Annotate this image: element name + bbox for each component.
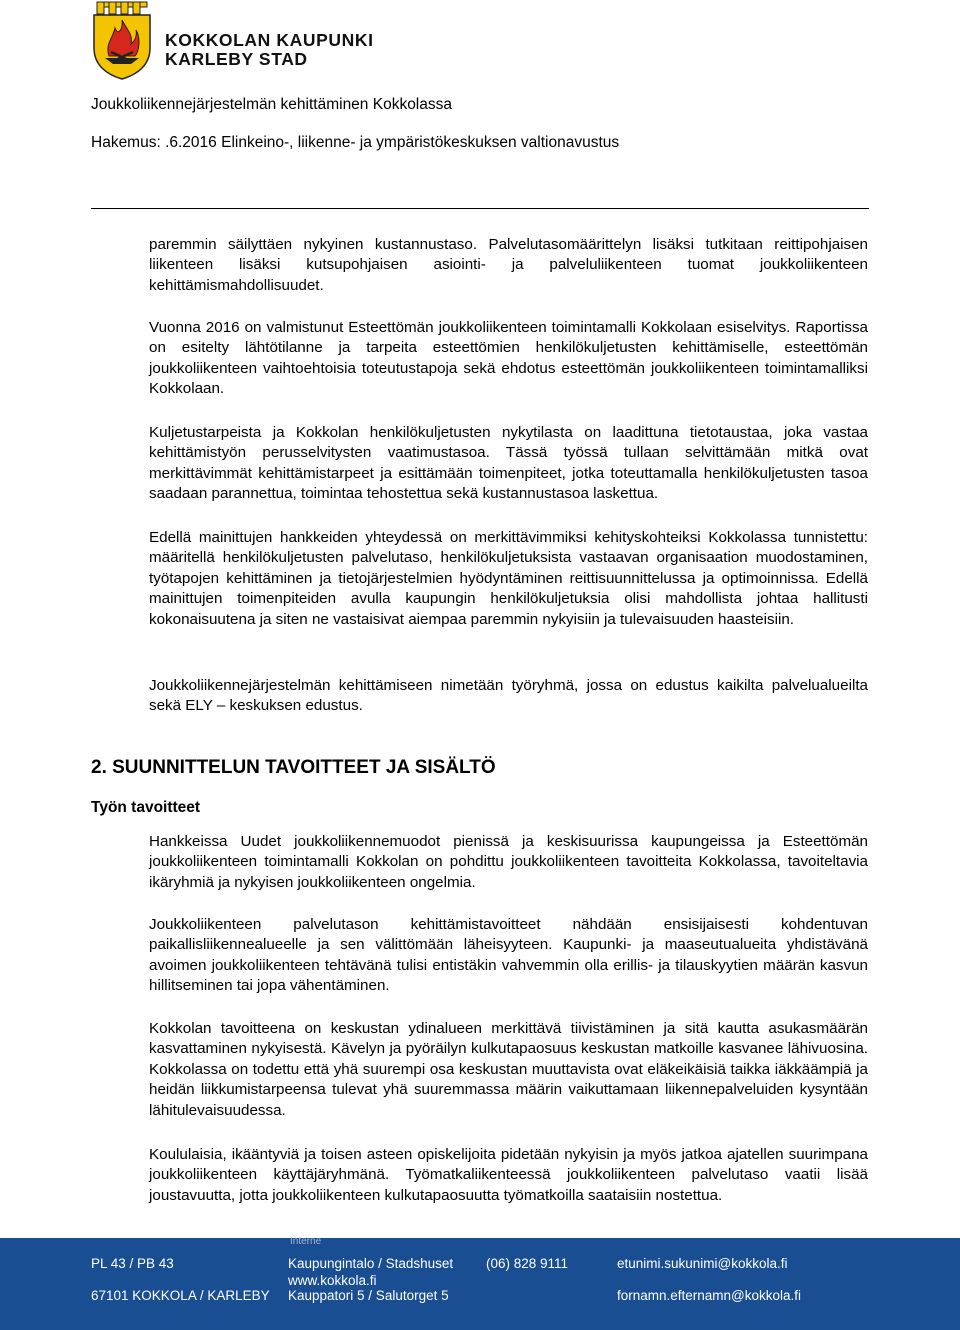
section-paragraph-1: Hankkeissa Uudet joukkoliikennemuodot pienissä ja keskisuurissa kaupungeissa ja Esteettömän joukkoliikenteen toimintamalli Kokkolan on pohdittu joukkoliikenteen tavoitteita Kokkolassa, tavoiteltavia ikäryhmiä ja nykyisen joukkoliikenteen ongelmia. <box>149 833 868 891</box>
page-footer <box>0 1238 960 1330</box>
footer-email-2[interactable]: fornamn.efternamn@kokkola.fi <box>617 1288 802 1303</box>
paragraph-2: Vuonna 2016 on valmistunut Esteettömän joukkoliikenteen toimintamalli Kokkolaan esiselvitys. Raportissa on esitelty lähtötilanne ja tarpeita esteettömien henkilökuljetusten kehittämiselle, esteettömän joukkoliikenteen vaihtoehtoisia toteutustapoja sekä ehdotus esteettömän joukkoliikenteen toimintamalliksi Kokkolaan. <box>149 319 868 398</box>
paragraph-4: Edellä mainittujen hankkeiden yhteydessä on merkittävimmiksi kehityskohteiksi Kokkolassa tunnistettu: määritellä henkilökuljetusten palvelutaso, henkilökuljetuksista vastaavan organisaation muodostaminen, työtapojen kehittäminen ja tietojärjestelmien hyödyntäminen reittisuunnittelussa ja optimoinnissa. Edellä mainittujen toimenpiteiden avulla kaupungin henkilökuljetuksia olisi mahdollista johtaa hallitusti kokonaisuutena ja siten ne vastaisivat aiempaa paremmin nykyisiin ja tulevaisuuden haasteisiin. <box>149 529 868 628</box>
footer-phone: (06) 828 9111 <box>486 1256 569 1271</box>
footer-pobox: PL 43 / PB 43 <box>91 1256 174 1271</box>
footer-website[interactable]: www.kokkola.fi <box>288 1273 377 1288</box>
section-heading: 2. SUUNNITTELUN TAVOITTEET JA SISÄLTÖ <box>91 757 496 778</box>
header-logo <box>91 0 391 80</box>
footer-email-1: etunimi.sukunimi@kokkola.fi <box>617 1256 788 1271</box>
document-subtitle: Hakemus: .6.2016 Elinkeino-, liikenne- ja ympäristökeskuksen valtionavustus <box>91 134 620 151</box>
footer-address-1: Kaupungintalo / Stadshuset <box>288 1256 454 1271</box>
header-divider <box>91 208 869 209</box>
paragraph-3: Kuljetustarpeista ja Kokkolan henkilökuljetusten nykytilasta on laadittuna tietotaustaa, joka vastaa kehittämistyön perusselvitysten vaatimustasoa. Tässä työssä tullaan selvittämään mitkä ovat merkittävimmät kehittämistarpeet ja esittämään toimenpiteet, jotka toteuttamalla henkilökuljetusten tasoa saadaan parannettua, toimintaa tehostettua sekä kustannustasoa laskettua. <box>149 424 868 503</box>
section-paragraph-2: Joukkoliikenteen palvelutason kehittämistavoitteet nähdään ensisijaisesti kohdentuvan paikallisliikennealueelle ja sen välittömään läheisyyteen. Kaupunki- ja maaseutualueita yhdistävänä avoimen joukkoliikenteen tehtävänä tulisi entistäkin vahvemmin olla erillis- ja tilauskyytien määrän kasvun hillitseminen tai jopa vähentäminen. <box>149 916 868 995</box>
paragraph-5: Joukkoliikennejärjestelmän kehittämiseen nimetään työryhmä, jossa on edustus kaikilta palvelualueilta sekä ELY – keskuksen edustus. <box>149 677 868 715</box>
logo-line-2: KARLEBY STAD <box>165 49 308 69</box>
document-title: Joukkoliikennejärjestelmän kehittäminen Kokkolassa <box>91 96 452 113</box>
subsection-heading: Työn tavoitteet <box>91 799 201 816</box>
paragraph-1: paremmin säilyttäen nykyinen kustannustaso. Palvelutasomäärittelyn lisäksi tutkitaan reittipohjaisen liikenteen lisäksi kutsupohjaisen asiointi- ja palveluliikenteen tuomat joukkoliikenteen kehittämismahdollisuudet. <box>149 236 868 294</box>
logo-line-1: KOKKOLAN KAUPUNKI <box>165 30 374 50</box>
section-paragraph-3: Kokkolan tavoitteena on keskustan ydinalueen merkittävä tiivistäminen ja sitä kautta asukasmäärän kasvattaminen nykyisestä. Kävelyn ja pyöräilyn kulkutapaosuus keskustan matkoille kasvanee lähivuosina. Kokkolassa on todettu että yhä suurempi osa keskustan muuttavista ovat eläkeikäisiä taikka iäkkäämpiä ja heidän liikkumistarpeensa tulevat yhä suuremmassa määrin vaikuttamaan liikennepalveluiden kysyntään lähitulevaisuudessa. <box>149 1020 868 1119</box>
footer-address-2: Kauppatori 5 / Salutorget 5 <box>288 1288 449 1303</box>
footer-postcode: 67101 KOKKOLA / KARLEBY <box>91 1288 270 1303</box>
footer-marker: Interne <box>290 1236 322 1247</box>
city-crest-icon <box>91 0 153 80</box>
section-paragraph-4: Koululaisia, ikääntyviä ja toisen asteen opiskelijoita pidetään nykyisin ja myös jatkoa ajatellen suurimpana joukkoliikenteen käyttäjäryhmänä. Työmatkaliikenteessä joukkoliikenteen palvelutaso vaatii lisää joustavuutta, jotta joukkoliikenteen kulkutapaosuutta työmatkoilla saataisiin nostettua. <box>149 1146 868 1204</box>
